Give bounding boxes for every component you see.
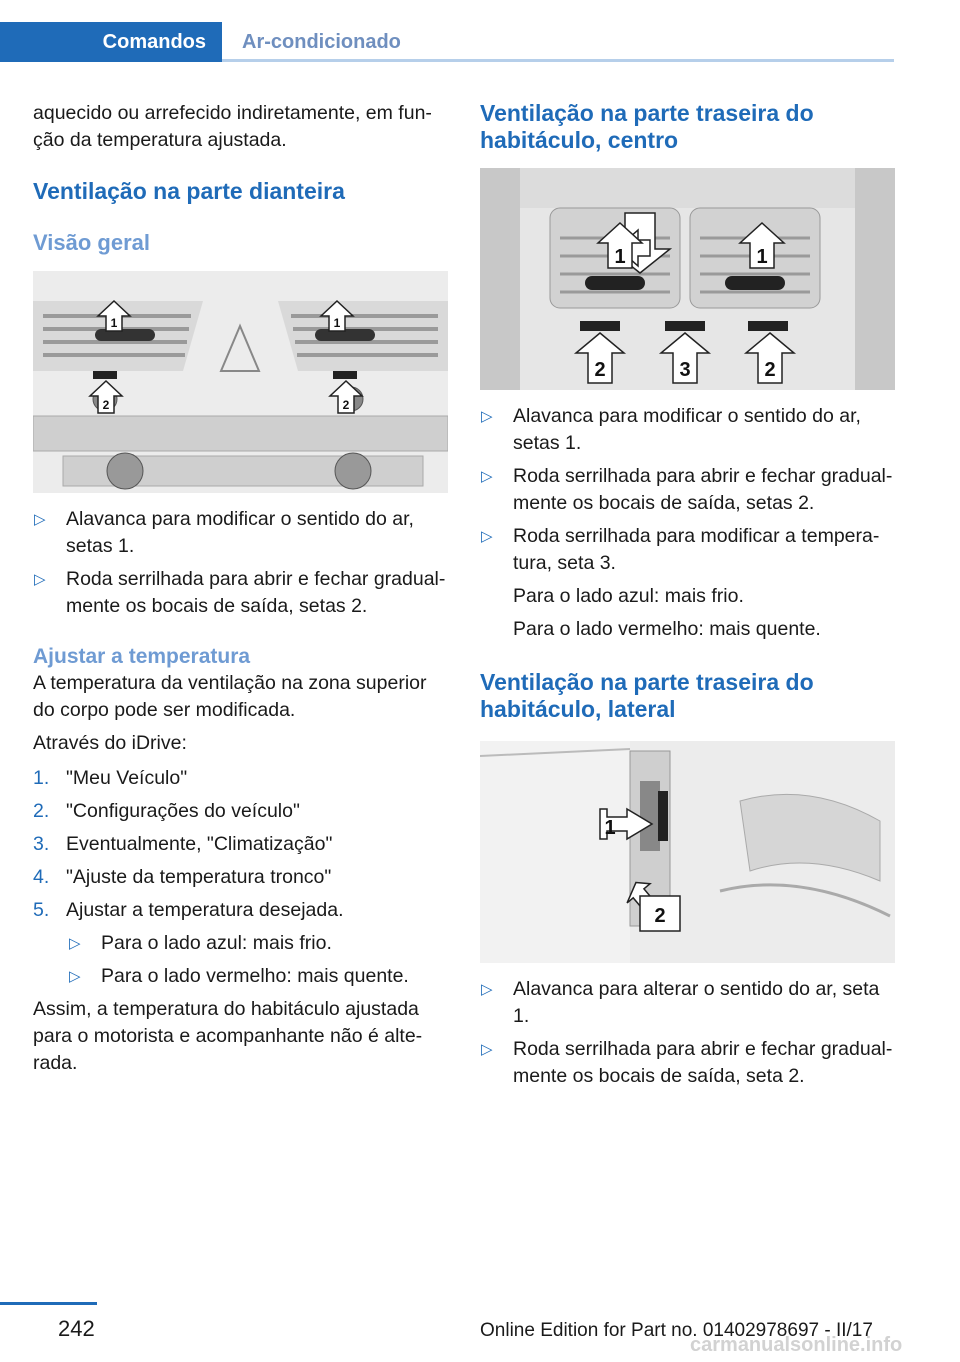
rear-arrow-label-3: 3 [679,359,691,381]
intro-paragraph: aquecido ou arrefecido indiretamente, em função da temperatura ajustada. [33,102,432,151]
sub-steps-list [33,930,448,990]
front-arrow-label-1: 1 [333,316,341,330]
front-arrow-label-2: 2 [102,398,110,412]
triangle-right-icon: ▷ [34,511,46,528]
side-arrow-label-2: 2 [654,905,666,927]
list-item: ▷ Alavanca para modificar o sentido do ar, setas 1. [34,508,414,557]
rear-arrow-label-2: 2 [594,359,606,381]
heading-front-ventilation: Ventilação na parte dianteira [33,178,345,204]
idrive-label: Através do iDrive: [33,732,187,754]
list-item: ▷ Para o lado azul: mais frio. [66,930,448,957]
list-item: ▷ Alavanca para modificar o sentido do ar, setas 1. [481,405,861,454]
list-item: ▷ Roda serrilhada para abrir e fechar gradualmente os bocais de saída, setas 2. [481,465,893,514]
front-arrow-label-1: 1 [110,316,118,330]
left-column [33,100,448,1077]
outro-paragraph: Assim, a temperatura do habitáculo ajustada para o motorista e acompanhante não é alterada. [33,998,423,1074]
triangle-right-icon: ▷ [481,468,493,485]
footer-rule [0,1302,97,1305]
list-item: ▷ Roda serrilhada para abrir e fechar gradualmente os bocais de saída, setas 2. [34,568,446,617]
edition-note: Online Edition for Part no. 01402978697 - II/17 [480,1320,873,1341]
triangle-right-icon: ▷ [69,935,81,952]
rear-center-list [480,403,895,643]
triangle-right-icon: ▷ [481,528,493,545]
list-item: 2. "Configurações do veículo" [33,800,300,822]
front-arrow-label-2: 2 [342,398,350,412]
triangle-right-icon: ▷ [34,571,46,588]
chapter-header [0,0,960,62]
heading-rear-side: Ventilação na parte traseira do habitáculo, lateral [480,669,814,722]
header-rule [222,59,894,62]
triangle-right-icon: ▷ [481,981,493,998]
heading-rear-center: Ventilação na parte traseira do habitáculo, centro [480,100,814,153]
right-column [480,100,895,1096]
list-item-note: Para o lado vermelho: mais quente. [513,618,821,640]
list-item: 3. Eventualmente, "Climatização" [33,833,333,855]
list-item: ▷ Para o lado vermelho: mais quente. [66,963,448,990]
list-item: ▷ Alavanca para alterar o sentido do ar, seta 1. [481,978,880,1027]
triangle-right-icon: ▷ [481,408,493,425]
tab-ar-condicionado[interactable]: Ar-condicionado [242,30,401,53]
list-item: 5. Ajustar a temperatura desejada. [33,899,344,921]
front-vent-list [33,506,448,620]
list-item-note: Para o lado azul: mais frio. [513,585,744,607]
temperature-paragraph: A temperatura da ventilação na zona superior do corpo pode ser modificada. [33,672,427,721]
steps-list [33,765,448,924]
rear-side-list [480,976,895,1090]
rear-arrow-label-1: 1 [756,246,768,268]
triangle-right-icon: ▷ [481,1041,493,1058]
triangle-right-icon: ▷ [69,968,81,985]
rear-side-vent-photo [480,741,895,963]
rear-center-vents-photo [480,168,895,390]
front-vents-photo [33,271,448,493]
list-item: 1. "Meu Veículo" [33,767,188,789]
rear-arrow-label-1: 1 [614,246,626,268]
tab-comandos[interactable]: Comandos [0,22,222,62]
list-item: ▷ Roda serrilhada para modificar a temperatura, seta 3. Para o lado azul: mais frio. Para o lado vermelho: mais quente. [480,523,895,643]
page-number: 242 [58,1316,95,1341]
heading-overview: Visão geral [33,230,150,255]
list-item: 4. "Ajuste da temperatura tronco" [33,866,332,888]
watermark: carmanualsonline.info [690,1334,903,1356]
list-item: ▷ Roda serrilhada para abrir e fechar gradualmente os bocais de saída, seta 2. [481,1038,893,1087]
heading-adjust-temperature: Ajustar a temperatura [33,645,251,668]
side-arrow-label-1: 1 [604,817,616,839]
rear-arrow-label-2: 2 [764,359,776,381]
